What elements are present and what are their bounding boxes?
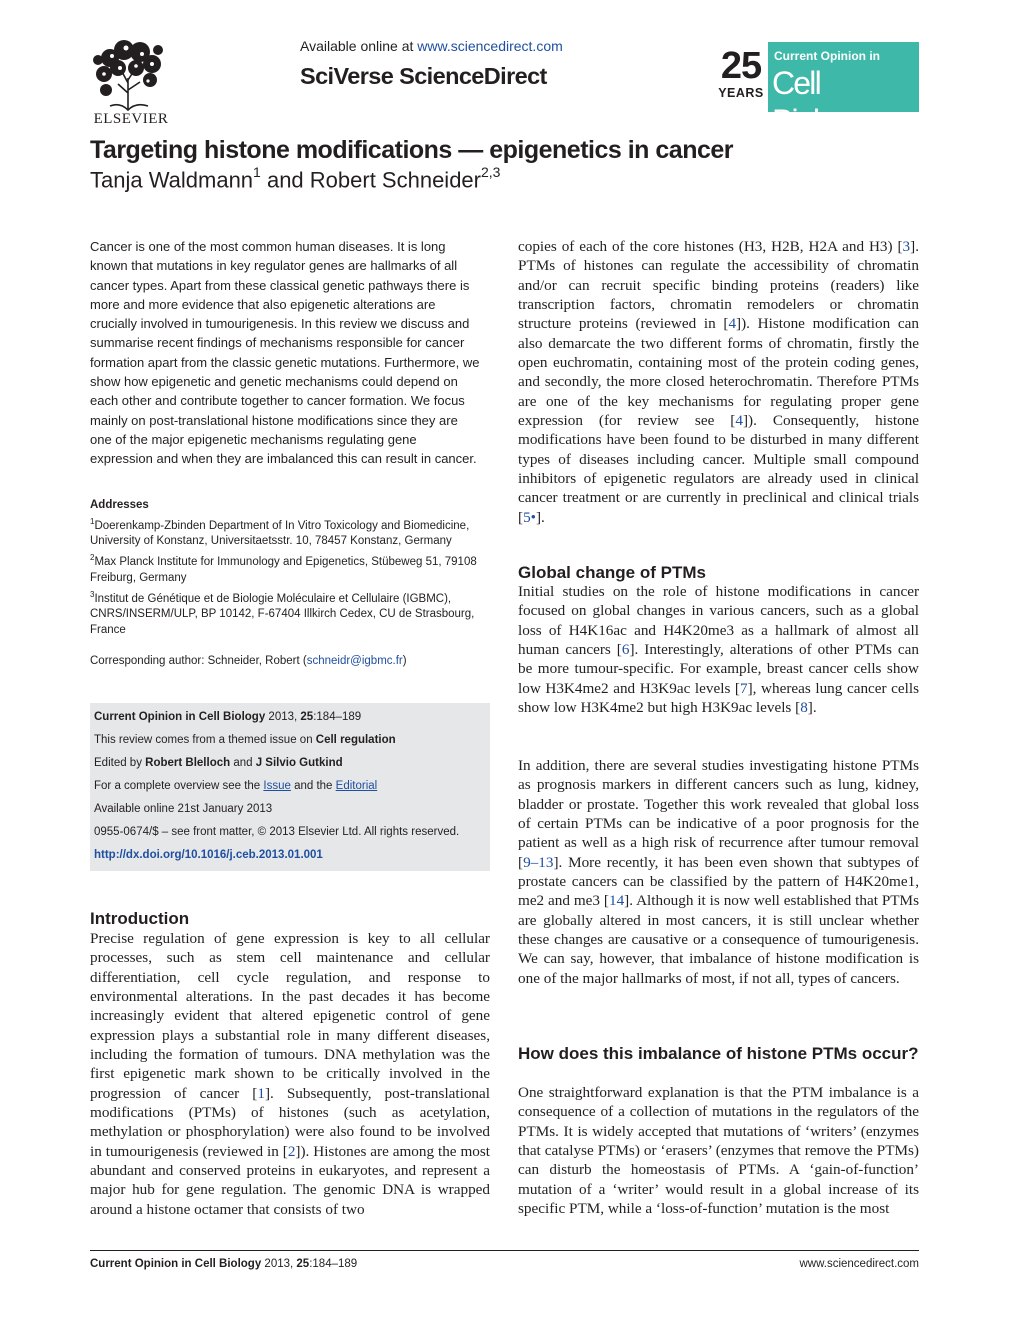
themed-prefix: This review comes from a themed issue on (94, 734, 316, 746)
reference-link[interactable]: 4 (735, 412, 743, 430)
overview-prefix: For a complete overview see the (94, 780, 264, 792)
citation-year: 2013, (265, 711, 301, 723)
overview-mid: and the (290, 780, 336, 792)
abstract: Cancer is one of the most common human diseases. It is long known that mutations in key regulator genes are hallmarks of all cancer types. Apart from these classical genetic pathways there is more and more evidence that also epigenetic alterations are crucially involved in tumourigenesis. In this review we discuss and summarise recent findings of mechanisms responsible for cancer formation apart from the classic genetic mutations. Furthermore, we show how epigenetic and genetic mechanisms could depend on each other and contribute together to cancer formation. We focus mainly on post-translational histone modifications since they are one of the major epigenetic mechanisms regulating gene expression and when they are imbalanced this can result in cancer. (90, 239, 480, 467)
text-run: ]. PTMs of histones can regulate the accessibility of chromatin and/or can recruit specific binding proteins (readers) like transcription factors, chromatin remodelers or chromatin structure proteins (reviewed in [ (518, 238, 919, 333)
edited-prefix: Edited by (94, 757, 146, 769)
citation-line (94, 711, 361, 723)
text-run: ]. Interestingly, alterations of other PTMs can be more tumour-specific. For example, breast cancer cells show low H3K4me2 and H3K9ac levels [ (518, 641, 919, 697)
text-run: ]. Although it is now well established that PTMs are globally altered in most cancers, it is still unclear whether these changes are causative or a consequence of tumourigenesis. We can say, however, that imbalance of histone modification is one of the major hallmarks of most, if not all, types of cancers. (518, 892, 919, 987)
footer-volume: 25 (296, 1258, 310, 1270)
reference-link[interactable]: 1 (257, 1084, 265, 1102)
footer-divider (90, 1250, 919, 1251)
addresses (90, 498, 490, 639)
section-heading-imbalance: How does this imbalance of histone PTMs occur? (518, 1044, 919, 1063)
text-run: In addition, there are several studies investigating histone PTMs as prognosis markers in different cancers such as lung, kidney, bladder or prostate. Together this work revealed that global loss of certain PTMs can be indicative of a poor prognosis for the patient as well as a high risk of recurrence after tumour removal [ (518, 757, 919, 871)
text-run: ]). Histones are among the most abundant and conserved proteins in eukaryotes, and represent a major hub for gene regulation. The genomic DNA is wrapped around a histone octamer that consists of two (90, 1142, 490, 1218)
doi-link[interactable]: http://dx.doi.org/10.1016/j.ceb.2013.01.001 (94, 849, 323, 861)
text-run: ]). Consequently, histone modifications have been found to be disturbed in many different types of diseases including cancer. Multiple small compound inhibitors of epigenetic regulators are already used in clinical cancer treatment or are currently in preclinical and clinical trials [ (518, 412, 919, 526)
reference-link[interactable]: 14 (608, 892, 625, 910)
editor-name: J Silvio Gutkind (255, 757, 343, 769)
reference-link[interactable]: 7 (740, 679, 748, 697)
article-info-box (90, 703, 490, 871)
corresponding-author (90, 655, 490, 667)
journal-series: Current Opinion in (774, 49, 880, 63)
publisher-name: ELSEVIER (93, 111, 169, 127)
text-run: ]. Subsequently, post-translational modifications (PTMs) of histones (such as acetylation, methylation or phosphorylation) were also found to be involved in tumourigenesis (reviewed in [ (90, 1084, 490, 1160)
corresponding-close: ) (402, 655, 407, 667)
author-join: and (260, 167, 310, 193)
editorial-link[interactable]: Editorial (335, 780, 378, 792)
address-item (90, 587, 490, 639)
theme-name: Cell regulation (315, 734, 396, 746)
section-heading-introduction: Introduction (90, 909, 190, 928)
address-marker: 2 (90, 553, 95, 563)
anniversary-label: YEARS (718, 86, 764, 100)
footer-url[interactable]: www.sciencedirect.com (799, 1258, 919, 1270)
introduction-text (90, 929, 490, 1219)
elsevier-tree-icon (90, 38, 166, 112)
address-text: Institut de Génétique et de Biologie Moléculaire et Cellulaire (IGBMC), CNRS/INSERM/ULP, BP 10142, F-67404 Illkirch Cedex, CU de Strasbourg, France (90, 592, 475, 637)
elsevier-logo (86, 38, 176, 130)
footer-journal: Current Opinion in Cell Biology (90, 1258, 262, 1270)
text-run: Initial studies on the role of histone modifications in cancer focused on global changes in various cancers, such as a global loss of H4K16ac and H4K20me3 as a hallmark of almost all human cancers [ (518, 583, 919, 659)
footer-citation (90, 1258, 357, 1270)
available-online (300, 38, 563, 54)
platform-name: SciVerse ScienceDirect (300, 63, 547, 89)
issue-link[interactable]: Issue (263, 780, 291, 792)
editor-join: and (230, 757, 256, 769)
address-text: Doerenkamp-Zbinden Department of In Vitro Toxicology and Biomedicine, University of Konstanz, Universitaetsstr. 10, 78457 Konstanz, Germany (90, 519, 470, 548)
text-run: ]). Histone modification can also demarcate the two different forms of chromatin, firstly the open euchromatin, containing most of the protein coding genes, and secondly, the more closed heterochromatin. Therefore PTMs are one of the key mechanisms for regulating proper gene expression (for review see [ (518, 315, 919, 430)
themed-issue-line (94, 734, 396, 746)
citation-pages: :184–189 (313, 711, 362, 723)
text-run: ]. More recently, it has been even shown that subtypes of prostate cancers can be classified by the pattern of H4K20me1, me2 and me3 [ (518, 853, 919, 910)
corresponding-label: Corresponding author: Schneider, Robert ( (90, 655, 307, 667)
footer-pages: :184–189 (309, 1258, 358, 1270)
overview-line (94, 780, 377, 792)
copyright-line: 0955-0674/$ – see front matter, © 2013 Elsevier Ltd. All rights reserved. (94, 826, 460, 838)
journal-logo (712, 42, 919, 139)
introduction-continued (518, 237, 919, 527)
reference-link[interactable]: 4 (728, 315, 737, 333)
reference-link[interactable]: 6 (621, 641, 630, 659)
author-list (90, 166, 500, 193)
journal-citation: Current Opinion in Cell Biology (94, 711, 266, 723)
prognosis-markers-text (518, 756, 919, 988)
author-affiliation: 2,3 (481, 164, 501, 180)
addresses-heading: Addresses (90, 499, 149, 511)
page-header (0, 0, 1020, 139)
journal-name-box (768, 42, 919, 139)
reference-link[interactable]: 3 (902, 238, 911, 255)
available-date: Available online 21st January 2013 (94, 803, 273, 815)
address-marker: 3 (90, 589, 95, 599)
address-text: Max Planck Institute for Immunology and Epigenetics, Stübeweg 51, 79108 Freiburg, Germany (90, 556, 477, 584)
address-item (90, 514, 490, 550)
available-prefix: Available online at (300, 38, 414, 54)
text-run: ]. (535, 508, 545, 526)
editor-name: Robert Blelloch (145, 757, 231, 769)
global-change-text (518, 582, 919, 717)
section-heading-global-change: Global change of PTMs (518, 563, 706, 582)
article-title: Targeting histone modifications — epigenetics in cancer (90, 136, 733, 164)
text-run: Precise regulation of gene expression is key to all cellular processes, such as stem cell maintenance and cellular differentiation, cell cycle regulation, and response to environmental alterations. In the past decades it has become increasingly evident that altered epigenetic control of gene expression plays a substantial role in many different diseases, including the formation of tumours. DNA methylation was the first epigenetic mark shown to be critically involved in the progression of cancer [ (90, 930, 490, 1102)
text-run: ], whereas lung cancer cells show low H3K4me2 but high H3K9ac levels [ (518, 679, 919, 717)
sciencedirect-link[interactable]: www.sciencedirect.com (417, 38, 563, 54)
reference-link[interactable]: 9–13 (523, 853, 554, 871)
footer-year: 2013, (261, 1258, 297, 1270)
author-name: Tanja Waldmann (90, 167, 254, 193)
address-marker: 1 (90, 516, 95, 526)
reference-link[interactable]: 2 (287, 1142, 296, 1160)
address-item (90, 550, 490, 586)
author-name: Robert Schneider (309, 167, 481, 193)
anniversary-number: 25 (720, 45, 762, 87)
imbalance-text: One straightforward explanation is that the PTM imbalance is a consequence of a collection of mutations in the regulators of the PTMs. It is widely accepted that mutations of ‘writers’ (enzymes that catalyse PTMs) or ‘erasers’ (enzymes that remove the PTMs) can disturb the homeostasis of PTMs. A ‘gain-of-function’ mutation of a ‘writer’ would result in a global increase of its specific PTM, while a ‘loss-of-function’ mutation is the most (518, 1084, 919, 1218)
author-email-link[interactable]: schneidr@igbmc.fr (306, 655, 403, 667)
text-run: copies of each of the core histones (H3, H2B, H2A and H3) [ (518, 238, 903, 255)
anniversary-badge (712, 42, 768, 112)
text-run: ]. (807, 699, 817, 717)
author-affiliation: 1 (253, 164, 261, 180)
editors-line (94, 757, 343, 769)
citation-volume: 25 (300, 711, 314, 723)
reference-link[interactable]: 5• (523, 508, 536, 526)
reference-link[interactable]: 8 (800, 699, 808, 717)
journal-name: Cell Biology (772, 65, 865, 139)
